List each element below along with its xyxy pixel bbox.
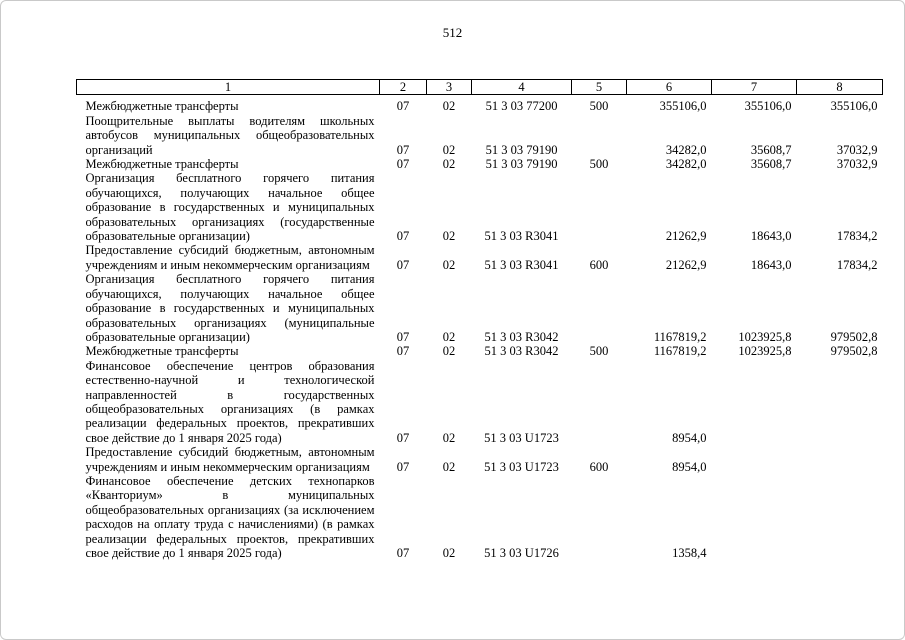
cell-target-article: 51 3 03 U1723: [484, 430, 559, 445]
cell-subsection: 02: [442, 257, 456, 272]
cell-amount-year3: 979502,8: [830, 344, 878, 359]
cell-amount-year2: [712, 359, 797, 445]
cell-expense-type: [572, 114, 627, 157]
cell-amount-year3: 17834,2: [836, 257, 878, 272]
cell-section: 07: [396, 344, 410, 359]
cell-amount-year1: 1358,4: [672, 546, 707, 560]
cell-target-article: 51 3 03 R3041: [484, 229, 559, 244]
cell-expense-type: 500: [589, 99, 609, 114]
column-header: 3: [427, 80, 472, 95]
cell-section: 07: [396, 459, 410, 474]
budget-table: [76, 79, 883, 560]
table-row: [77, 474, 883, 560]
column-header: 8: [797, 80, 883, 95]
table-row: [77, 157, 883, 171]
cell-expense-type: 500: [589, 157, 609, 172]
cell-amount-year1: 355106,0: [659, 99, 707, 114]
cell-amount-year3: [797, 474, 883, 560]
cell-expense-type: [572, 474, 627, 560]
cell-subsection: 02: [442, 99, 456, 114]
cell-amount-year3: 37032,9: [836, 142, 878, 157]
cell-target-article: 51 3 03 R3042: [484, 329, 559, 344]
table-row: [77, 359, 883, 445]
table-row: [77, 114, 883, 157]
cell-subsection: 02: [442, 459, 456, 474]
cell-subsection: 02: [442, 344, 456, 359]
cell-name: Финансовое обеспечение детских технопарков «Кванториум» в муниципальных общеобразовательных организациях (за исключением расходов на оплату труда с начислениями) (в рамках реализации федеральных проектов, прекративших свое действие до 1 января 2025 года): [85, 473, 375, 560]
table-row: [77, 171, 883, 243]
cell-name: Поощрительные выплаты водителям школьных автобусов муниципальных общеобразовательных организаций: [85, 113, 375, 157]
cell-target-article: 51 3 03 U1723: [484, 459, 559, 474]
cell-section: 07: [396, 142, 410, 157]
cell-amount-year2: 35608,7: [750, 142, 792, 157]
cell-target-article: 51 3 03 79190: [485, 157, 558, 172]
cell-amount-year1: 21262,9: [665, 229, 707, 244]
cell-expense-type: [572, 359, 627, 445]
cell-subsection: 02: [442, 157, 456, 172]
cell-expense-type: 600: [589, 257, 609, 272]
cell-amount-year2: 1023925,8: [738, 329, 792, 344]
cell-subsection: 02: [442, 142, 456, 157]
cell-amount-year3: [797, 359, 883, 445]
cell-subsection: 02: [442, 329, 456, 344]
cell-name: Финансовое обеспечение центров образования естественно-научной и технологической направленностей в государственных общеобразовательных организациях (в рамках реализации федеральных проектов, прекративших свое действие до 1 января 2025 года): [85, 358, 375, 445]
cell-amount-year1: 8954,0: [672, 430, 707, 445]
table-header-row: [77, 80, 883, 95]
page-number: 512: [442, 25, 463, 40]
cell-expense-type: [572, 171, 627, 243]
cell-target-article: 51 3 03 R3042: [484, 344, 559, 359]
cell-amount-year1: 1167819,2: [653, 329, 707, 344]
cell-amount-year3: 355106,0: [830, 99, 878, 114]
cell-section: 07: [396, 99, 410, 114]
cell-name: Предоставление субсидий бюджетным, автономным учреждениям и иным некоммерческим организациям: [85, 445, 375, 474]
cell-target-article: 51 3 03 77200: [485, 99, 558, 114]
cell-section: 07: [396, 546, 410, 560]
cell-name: Предоставление субсидий бюджетным, автономным учреждениям и иным некоммерческим организациям: [85, 243, 375, 272]
column-header: 7: [712, 80, 797, 95]
cell-name: Межбюджетные трансферты: [85, 157, 239, 172]
cell-name: Межбюджетные трансферты: [85, 344, 239, 359]
cell-amount-year3: 979502,8: [830, 329, 878, 344]
cell-amount-year2: [712, 474, 797, 560]
cell-amount-year3: 37032,9: [836, 157, 878, 172]
table-row: [77, 344, 883, 358]
cell-amount-year2: 35608,7: [750, 157, 792, 172]
cell-amount-year2: [712, 445, 797, 474]
table-row: [77, 272, 883, 344]
cell-amount-year2: 18643,0: [750, 229, 792, 244]
column-header: 4: [472, 80, 572, 95]
column-header: 6: [627, 80, 712, 95]
table-row: [77, 243, 883, 272]
cell-section: 07: [396, 229, 410, 244]
cell-expense-type: 500: [589, 344, 609, 359]
cell-name: Организация бесплатного горячего питания обучающихся, получающих начальное общее образование в государственных и муниципальных образовательных организациях (государственные образовательные организации): [85, 171, 375, 244]
cell-target-article: 51 3 03 79190: [485, 142, 558, 157]
column-header: 1: [77, 80, 380, 95]
cell-section: 07: [396, 430, 410, 445]
cell-amount-year3: 17834,2: [836, 229, 878, 244]
cell-name: Организация бесплатного горячего питания обучающихся, получающих начальное общее образование в государственных и муниципальных образовательных организациях (муниципальные образовательные организации): [85, 272, 375, 344]
cell-target-article: 51 3 03 U1726: [484, 546, 559, 560]
cell-target-article: 51 3 03 R3041: [484, 257, 559, 272]
cell-amount-year1: 1167819,2: [653, 344, 707, 359]
cell-amount-year1: 34282,0: [665, 142, 707, 157]
column-header: 5: [572, 80, 627, 95]
cell-subsection: 02: [442, 430, 456, 445]
cell-amount-year1: 21262,9: [665, 257, 707, 272]
cell-section: 07: [396, 257, 410, 272]
cell-name: Межбюджетные трансферты: [85, 99, 239, 114]
table-row: [77, 95, 883, 114]
cell-amount-year2: 1023925,8: [738, 344, 792, 359]
cell-amount-year2: 18643,0: [750, 257, 792, 272]
table-body: [77, 95, 883, 561]
table-header: [77, 80, 883, 95]
cell-subsection: 02: [442, 229, 456, 244]
cell-amount-year2: 355106,0: [744, 99, 792, 114]
table-row: [77, 445, 883, 474]
cell-amount-year3: [797, 445, 883, 474]
cell-subsection: 02: [442, 546, 456, 560]
column-header: 2: [380, 80, 427, 95]
cell-section: 07: [396, 329, 410, 344]
cell-section: 07: [396, 157, 410, 172]
cell-amount-year1: 8954,0: [672, 459, 707, 474]
cell-expense-type: [572, 272, 627, 344]
cell-expense-type: 600: [589, 459, 609, 474]
cell-amount-year1: 34282,0: [665, 157, 707, 172]
